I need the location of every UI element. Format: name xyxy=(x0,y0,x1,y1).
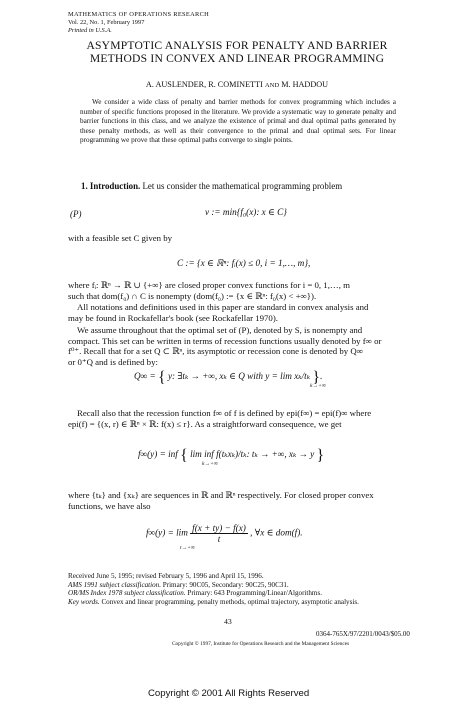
paragraph-2-line-2: may be found in Rockafellar's book (see Rockafellar 1970). xyxy=(68,312,278,323)
page-number: 43 xyxy=(224,617,232,626)
paragraph-5-line-2: functions, we have also xyxy=(68,500,151,511)
author-names: A. AUSLENDER, R. COMINETTI xyxy=(145,80,263,89)
limit-eq-numerator: f(x + ty) − f(x) xyxy=(192,523,246,533)
right-brace-icon: } xyxy=(312,369,321,386)
right-brace-icon: } xyxy=(316,447,325,464)
abstract: We consider a wide class of penalty and barrier methods for convex programming which includes a number of specific functions proposed in the literature. We provide a systematic way to generate penalty and barrier functions in this class, and we analyze the existence of primal and dual optimal paths generated by these penalty methods, as well as their convergence to the primal and dual optimal sets. For linear programming we prove that these optimal paths converge to single points. xyxy=(80,98,396,145)
paragraph-3 xyxy=(68,325,412,367)
article-code: 0364-765X/97/2201/0043/$05.00 xyxy=(316,630,410,638)
copyright-informs: Copyright © 1997, Institute for Operations Research and the Management Sciences xyxy=(172,641,350,647)
authors xyxy=(40,80,434,89)
section-first-sentence: Let us consider the mathematical programming problem xyxy=(142,181,343,191)
recession-eq-lhs: f∞(y) = inf xyxy=(138,449,178,459)
cone-equation: Q∞ = { y: ∃tₖ → +∞, xₖ ∈ Q with y = lim xₖ/tₖ }. k→+∞ xyxy=(134,369,326,389)
paragraph-3-line-2: compact. This set can be written in terms of recession functions usually denoted by f∞ or xyxy=(68,335,382,346)
paragraph-4-line-1: Recall also that the recession function f∞ of f is defined by epi(f∞) = epi(f)∞ where xyxy=(77,408,372,418)
author-last: M. HADDOU xyxy=(281,80,329,89)
section-number: 1. xyxy=(81,181,88,191)
footnotes xyxy=(68,572,359,607)
title-line-2: METHODS IN CONVEX AND LINEAR PROGRAMMING xyxy=(89,52,385,65)
title-line-1: ASYMPTOTIC ANALYSIS FOR PENALTY AND BARRIER xyxy=(86,39,388,52)
cone-eq-lhs: Q∞ = xyxy=(134,371,156,381)
limit-equation xyxy=(146,523,303,551)
journal-header xyxy=(68,11,209,35)
paper-title xyxy=(40,39,434,65)
left-brace-icon: { xyxy=(180,447,188,464)
cone-eq-body: y: ∃tₖ → +∞, xₖ ∈ Q with y = lim xₖ/tₖ xyxy=(167,371,311,381)
author-and: AND xyxy=(264,82,280,89)
section-title: Introduction. xyxy=(89,181,141,191)
paragraph-3-line-1: We assume throughout that the optimal set of (P), denoted by S, is nonempty and xyxy=(77,325,363,335)
limit-eq-denominator: t xyxy=(217,534,221,544)
left-brace-icon: { xyxy=(157,369,166,386)
paragraph-5-line-1: where {tₖ} and {xₖ} are sequences in ℝ and ℝⁿ respectively. For closed proper convex xyxy=(68,490,374,500)
section-heading xyxy=(68,181,412,191)
journal-name: MATHEMATICS OF OPERATIONS RESEARCH xyxy=(68,11,210,18)
paragraph-1-line-1: where fᵢ: ℝⁿ → ℝ ∪ {+∞} are closed proper convex functions for i = 0, 1,…, m xyxy=(68,280,350,290)
problem-equation: v := min{f₀(x): x ∈ C} xyxy=(205,207,287,217)
journal-volume: Vol. 22, No. 1, February 1997 xyxy=(68,19,145,26)
feasible-text: with a feasible set C given by xyxy=(68,233,173,243)
paragraph-1 xyxy=(68,280,412,301)
set-equation: C := {x ∈ ℝⁿ: fᵢ(x) ≤ 0, i = 1,…, m}, xyxy=(177,258,311,268)
paragraph-1-line-2: such that dom(f₀) ∩ C is nonempty (dom(f₀) := {x ∈ ℝⁿ: f₀(x) < +∞}). xyxy=(68,290,317,301)
limit-eq-fraction xyxy=(190,523,248,544)
limit-eq-rhs: , ∀x ∈ dom(f). xyxy=(250,527,303,538)
footnote-received: Received June 5, 1995; revised February 5, 1996 and April 15, 1996. xyxy=(68,572,264,580)
cone-eq-limit-sub: k→+∞ xyxy=(310,383,326,389)
footnote-keywords: Key words. Convex and linear programming, penalty methods, optimal trajectory, asymptotic analysis. xyxy=(68,598,359,607)
limit-eq-limit-sub: t→+∞ xyxy=(180,545,195,551)
recession-eq-limit-sub: k→+∞ xyxy=(202,461,218,467)
journal-printed: Printed in U.S.A. xyxy=(68,27,112,34)
limit-eq-lhs: f∞(y) = lim xyxy=(146,527,188,538)
recession-eq-body: lim inf f(tₖxₖ)/tₖ: tₖ → +∞, xₖ → y xyxy=(190,449,315,459)
paragraph-4-line-2: epi(f) = {(x, r) ∈ ℝⁿ × ℝ: f(x) ≤ r}. As a straightforward consequence, we get xyxy=(68,418,342,429)
footnote-ams: AMS 1991 subject classification. Primary: 90C05, Secondary: 90C25, 90C31. xyxy=(68,580,289,589)
copyright-bottom: Copyright © 2001 All Rights Reserved xyxy=(148,688,310,699)
paragraph-2-line-1: All notations and definitions used in this paper are standard in convex analysis and xyxy=(77,302,369,312)
recession-equation xyxy=(138,447,324,465)
footnote-orms: OR/MS Index 1978 subject classification. Primary: 643 Programming/Linear/Algorithms. xyxy=(68,589,322,598)
paragraph-3-line-4: or 0⁺Q and is defined by: xyxy=(68,356,158,367)
paragraph-5 xyxy=(68,490,412,511)
problem-label: (P) xyxy=(70,209,82,219)
paragraph-4 xyxy=(68,408,412,429)
paragraph-3-line-3: f⁰⁺. Recall that for a set Q ⊂ ℝⁿ, its asymptotic or recession cone is denoted by Q∞ xyxy=(68,346,363,357)
paragraph-2 xyxy=(68,302,412,323)
